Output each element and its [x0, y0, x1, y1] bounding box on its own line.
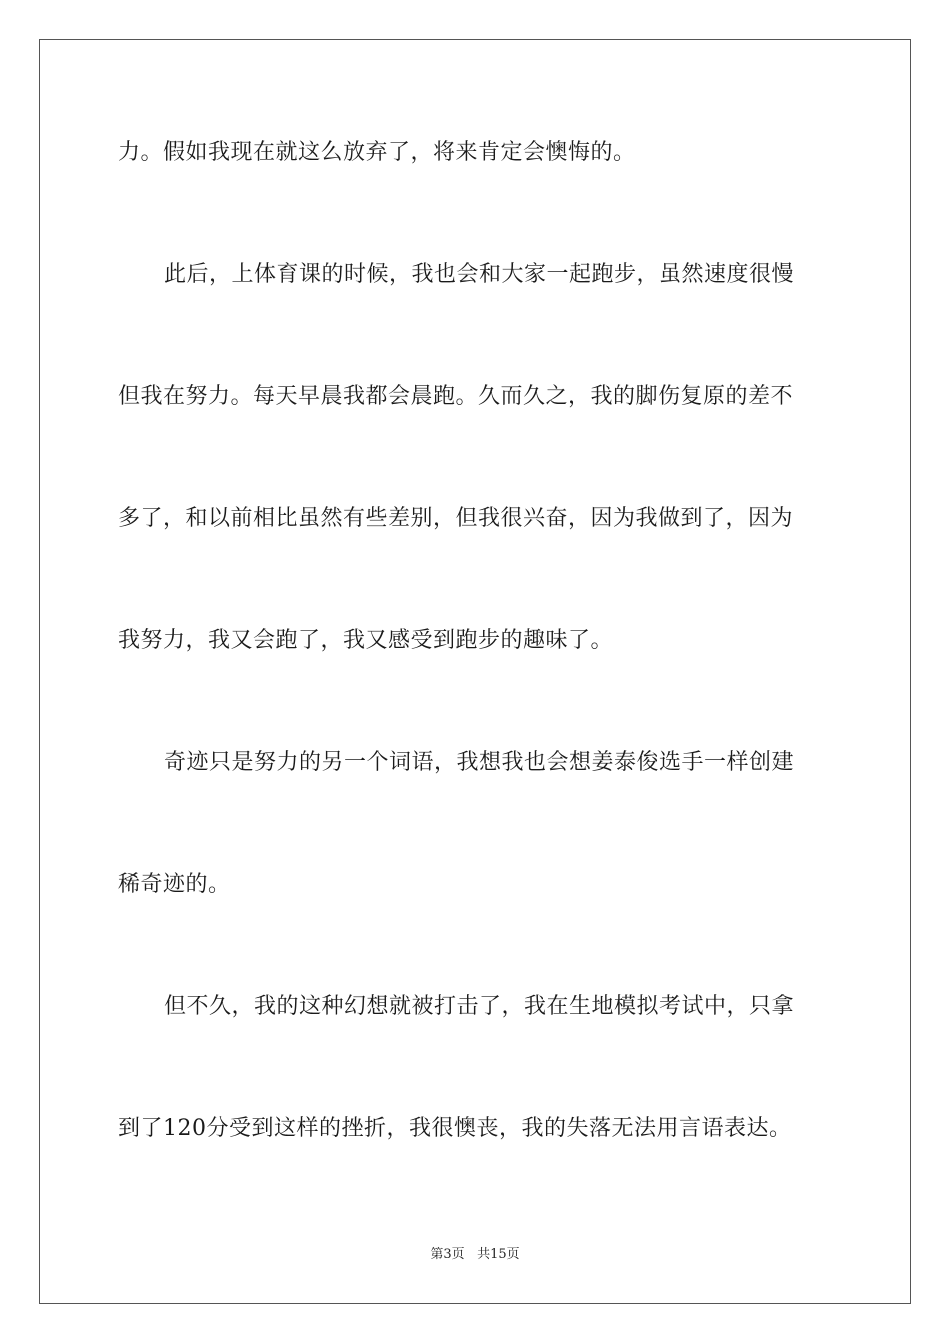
text-line: 我努力，我又会跑了，我又感受到跑步的趣味了。 [118, 628, 614, 653]
text-line: 多了，和以前相比虽然有些差别，但我很兴奋，因为我做到了，因为 [118, 506, 794, 531]
text-line: 到了120分受到这样的挫折，我很懊丧，我的失落无法用言语表达。 [118, 1116, 792, 1141]
paragraph-start-line: 此后，上体育课的时候，我也会和大家一起跑步，虽然速度很慢 [164, 262, 795, 287]
text-line: 力。假如我现在就这么放弃了，将来肯定会懊悔的。 [118, 140, 636, 165]
page-number: 第3页 [430, 1247, 465, 1262]
text-line: 但我在努力。每天早晨我都会晨跑。久而久之，我的脚伤复原的差不 [118, 384, 794, 409]
page-total: 共15页 [477, 1247, 520, 1262]
paragraph-start-line: 奇迹只是努力的另一个词语，我想我也会想姜泰俊选手一样创建 [164, 750, 795, 775]
page-footer [0, 1246, 950, 1264]
text-line: 稀奇迹的。 [118, 872, 231, 897]
paragraph-start-line: 但不久，我的这种幻想就被打击了，我在生地模拟考试中，只拿 [164, 994, 795, 1019]
